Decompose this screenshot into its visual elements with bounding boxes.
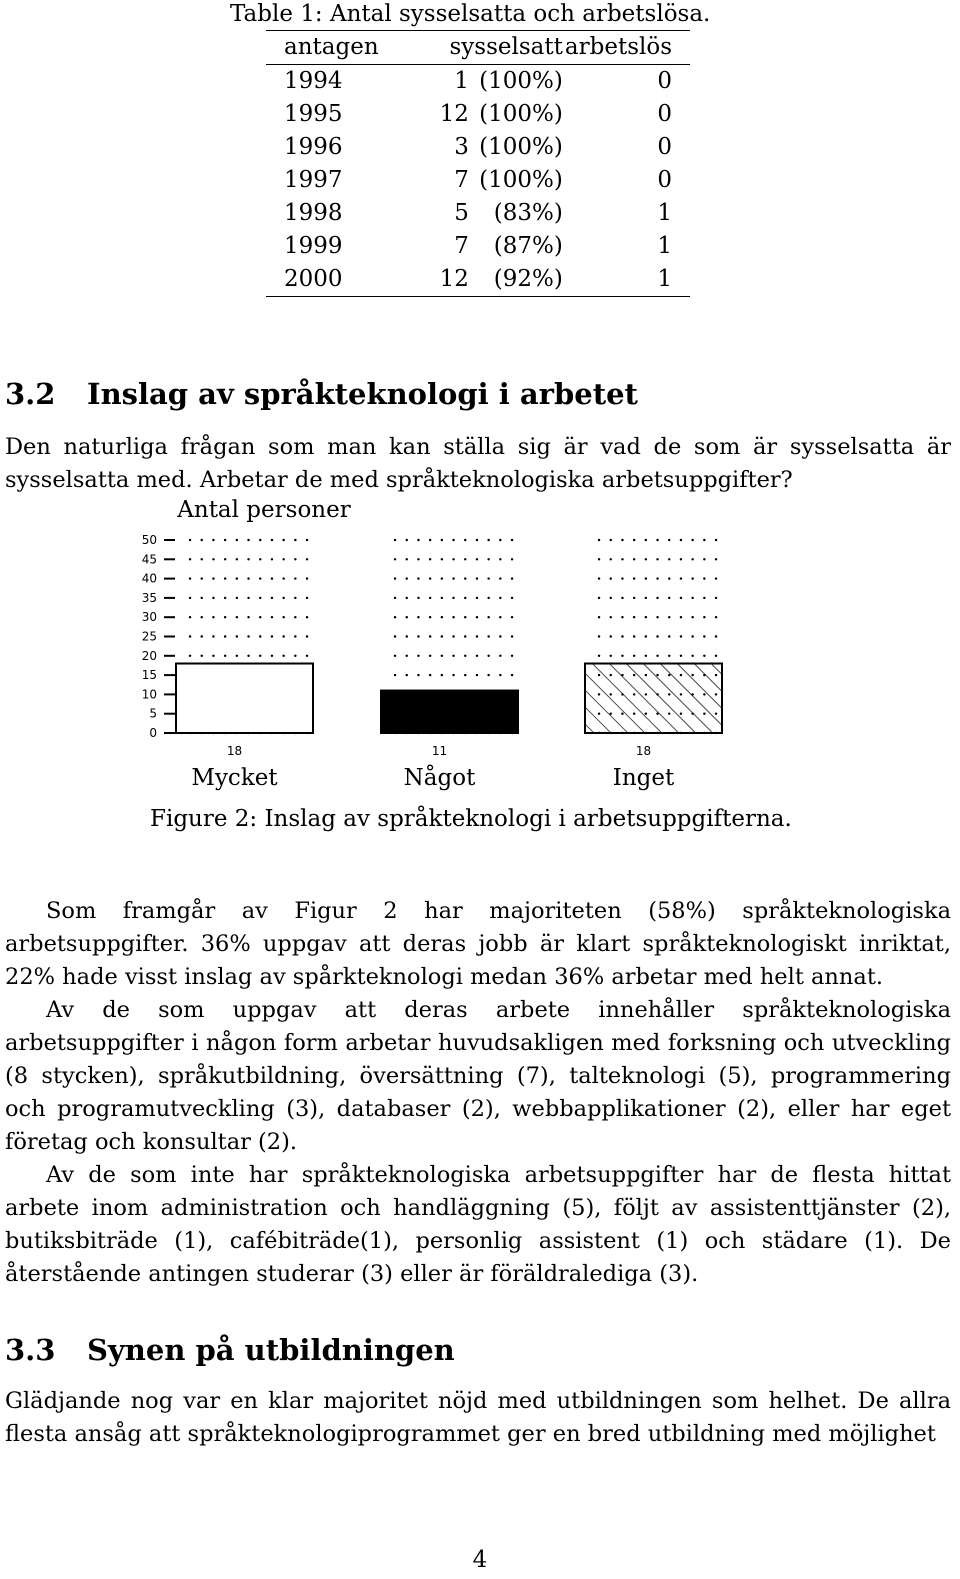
employed-count: 12 <box>439 266 469 292</box>
table-row <box>266 230 690 263</box>
cell-unemployed: 0 <box>657 101 672 127</box>
y-tick-label: 30 <box>141 610 157 625</box>
chart-labels <box>191 744 675 791</box>
table-caption: Table 1: Antal sysselsatta och arbetslösa. <box>230 1 711 27</box>
cell-employed <box>389 164 563 197</box>
page-number: 4 <box>472 1547 488 1573</box>
bar-mycket <box>176 664 313 733</box>
section-heading-3-3 <box>5 1333 455 1367</box>
section-heading-3-2 <box>5 377 638 411</box>
y-tick-label: 35 <box>141 590 157 605</box>
cell-employed <box>389 131 563 164</box>
table-header-row <box>266 31 690 65</box>
cell-year: 1997 <box>284 167 343 193</box>
y-tick-label: 45 <box>141 552 157 567</box>
employed-count: 7 <box>454 167 469 193</box>
bar-inget <box>585 664 722 733</box>
cell-unemployed: 1 <box>657 200 672 226</box>
bar-ngot <box>381 691 518 733</box>
header-antagen: antagen <box>266 31 389 65</box>
y-tick-label: 50 <box>141 533 157 547</box>
cell-unemployed: 0 <box>657 68 672 94</box>
table-row <box>266 65 690 99</box>
category-label: Något <box>403 765 476 791</box>
y-tick-label: 20 <box>141 648 157 663</box>
cell-employed <box>389 98 563 131</box>
employed-percent: (100%) <box>479 101 563 127</box>
y-tick-label: 0 <box>149 726 157 740</box>
y-axis <box>142 533 175 740</box>
y-tick-label: 25 <box>141 629 157 644</box>
cell-employed <box>389 263 563 297</box>
section-3-3-paragraph: Glädjande nog var en klar majoritet nöjd med utbildningen som helhet. De allra flesta ansåg att språkteknologiprogrammet ger en bred utbildning med möjlighet <box>5 1388 951 1447</box>
header-arbetslos: arbetslös <box>563 31 690 65</box>
cell-year: 1996 <box>284 134 343 160</box>
paragraph-language-tech-tasks: Av de som uppgav att deras arbete innehåller språkteknologiska arbetsuppgifter i någon form arbetar huvudsakligen med forksning och utveckling (8 stycken), språkutbildning, översättning (7), talteknologi (5), programmering och programutveckling (3), databaser (2), webbapplikationer (2), eller har eget företag och konsultar (2). <box>5 997 951 1155</box>
category-label: Inget <box>612 765 675 791</box>
figure-caption: Figure 2: Inslag av språkteknologi i arbetsuppgifterna. <box>150 806 792 832</box>
employed-count: 5 <box>454 200 469 226</box>
employed-percent: (100%) <box>479 167 563 193</box>
header-sysselsatt: sysselsatt <box>389 31 563 65</box>
cell-year: 1995 <box>284 101 343 127</box>
table-row <box>266 131 690 164</box>
bar-value-label: 11 <box>431 744 448 758</box>
y-tick-label: 5 <box>149 706 157 721</box>
cell-year: 2000 <box>266 263 389 297</box>
paragraph-non-language-tech: Av de som inte har språkteknologiska arbetsuppgifter har de flesta hittat arbete inom administration och handläggning (5), följt av assistenttjänster (2), butiksbiträde (1), cafébiträde(1), personlig assistent (1) och städare (1). De återstående antingen studerar (3) eller är föräldralediga (3). <box>5 1162 951 1287</box>
cell-employed <box>389 65 563 99</box>
section-number: 3.3 <box>5 1333 56 1367</box>
category-label: Mycket <box>191 765 278 791</box>
y-tick-label: 40 <box>141 571 157 586</box>
cell-year: 1999 <box>284 233 343 259</box>
section-intro-paragraph: Den naturliga frågan som man kan ställa sig är vad de som är sysselsatta är sysselsatta med. Arbetar de med språkteknologiska arbetsuppgifter? <box>5 434 951 493</box>
cell-employed <box>389 230 563 263</box>
bar-chart <box>0 496 760 806</box>
cell-year: 1994 <box>284 68 343 94</box>
cell-unemployed: 1 <box>657 233 672 259</box>
chart-title: Antal personer <box>177 497 351 523</box>
table-row <box>266 197 690 230</box>
employed-count: 1 <box>454 68 469 94</box>
bar-value-label: 18 <box>226 744 243 758</box>
table-row <box>266 98 690 131</box>
cell-unemployed: 0 <box>657 134 672 160</box>
cell-employed <box>389 197 563 230</box>
employed-percent: (100%) <box>479 68 563 94</box>
employed-percent: (92%) <box>493 266 563 292</box>
employed-count: 7 <box>454 233 469 259</box>
paragraph-figure-summary: Som framgår av Figur 2 har majoriteten (58%) språkteknologiska arbetsuppgifter. 36% uppgav att deras jobb är klart språkteknologiskt inriktat, 22% hade visst inslag av spårkteknologi medan 36% arbetar med helt annat. <box>5 898 951 990</box>
employed-percent: (87%) <box>493 233 563 259</box>
table-row <box>266 164 690 197</box>
employed-count: 3 <box>454 134 469 160</box>
table-row <box>266 263 690 297</box>
y-tick-label: 10 <box>141 687 157 702</box>
section-title: Synen på utbildningen <box>87 1333 455 1367</box>
employed-count: 12 <box>439 101 469 127</box>
section-number: 3.2 <box>5 377 56 411</box>
employed-percent: (83%) <box>493 200 563 226</box>
cell-unemployed: 1 <box>563 263 690 297</box>
employment-table <box>266 30 690 297</box>
employed-percent: (100%) <box>479 134 563 160</box>
cell-unemployed: 0 <box>657 167 672 193</box>
bar-value-label: 18 <box>635 744 652 758</box>
y-tick-label: 15 <box>141 668 157 683</box>
section-title: Inslag av språkteknologi i arbetet <box>87 377 638 411</box>
bar-group <box>176 664 722 733</box>
cell-year: 1998 <box>284 200 343 226</box>
